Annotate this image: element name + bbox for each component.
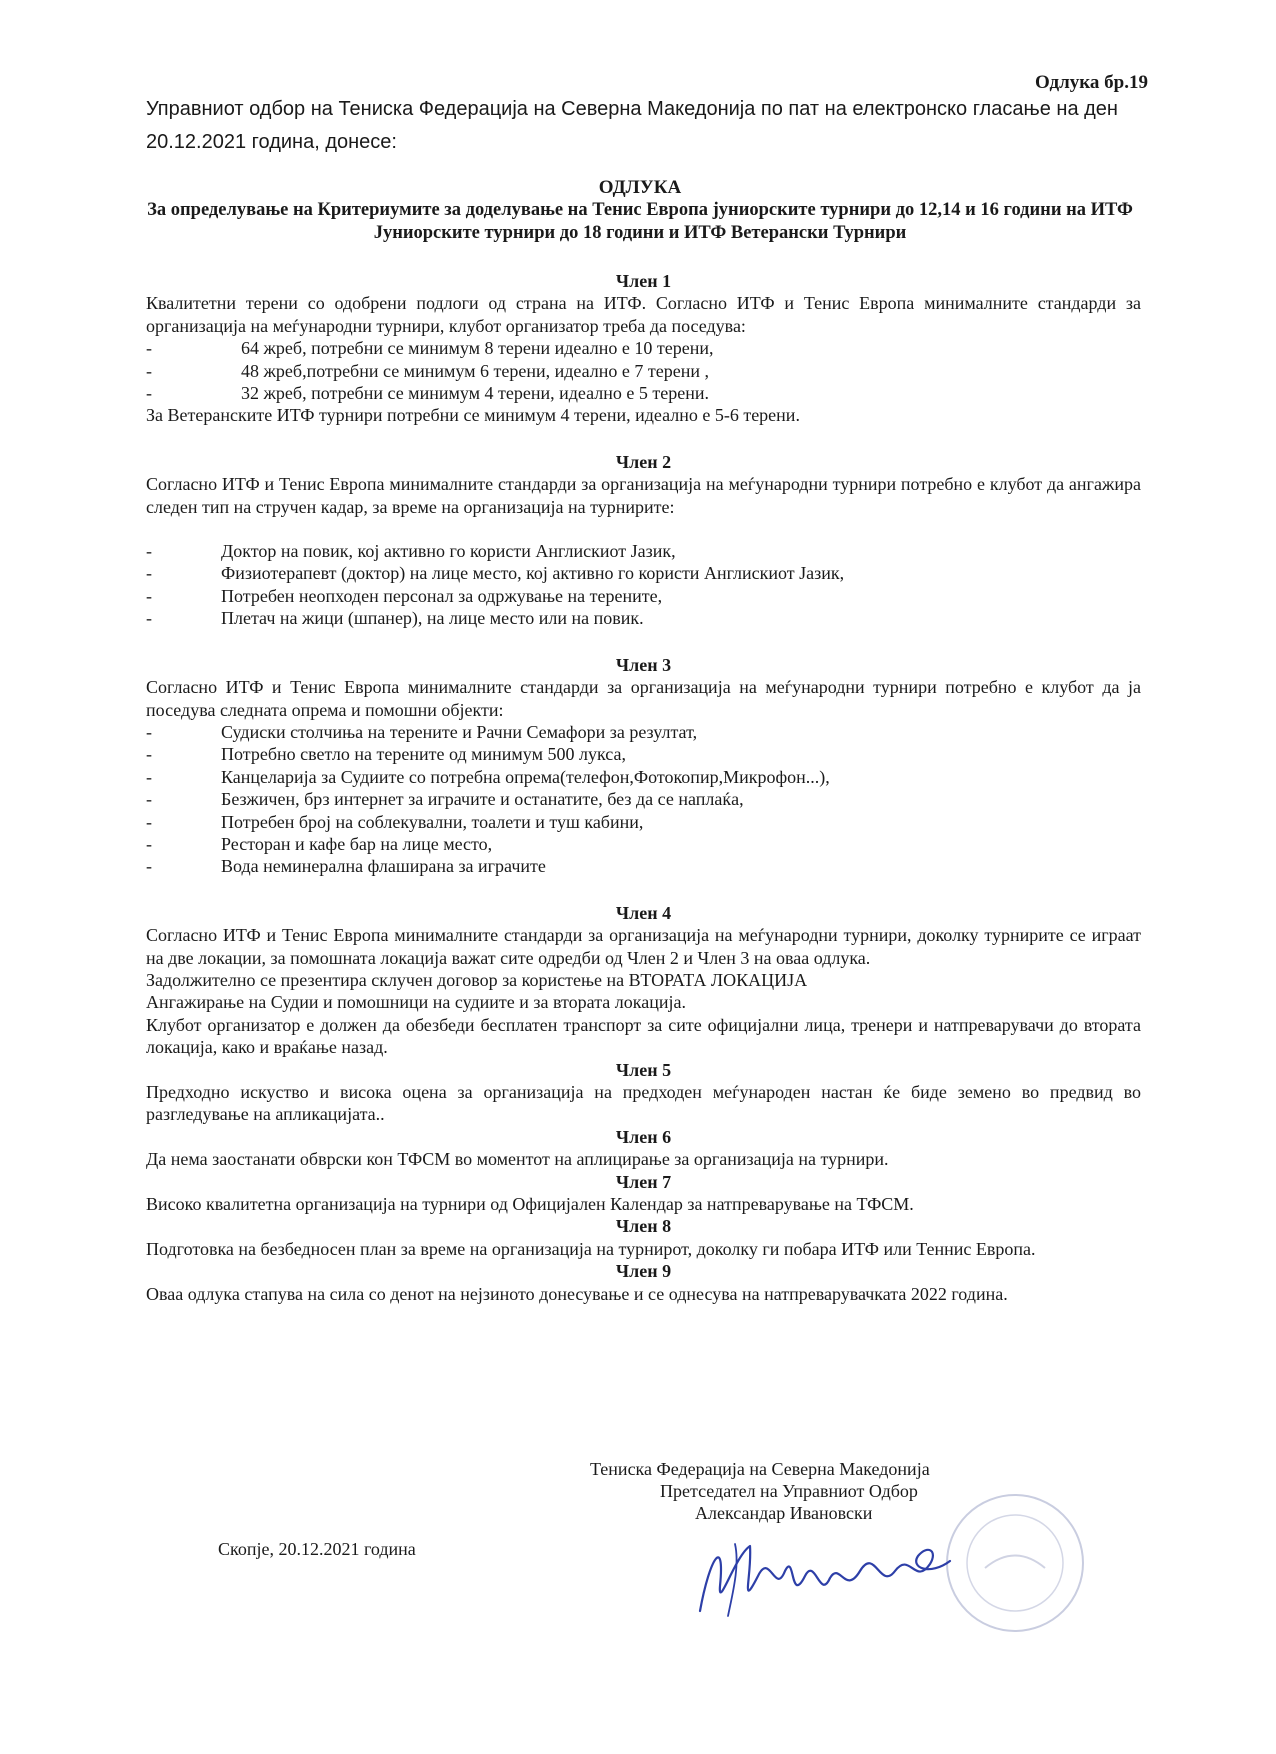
article-1-title: Член 1: [615, 271, 672, 291]
article-4-referees: Ангажирање на Судии и помошници на судиите и за втората локација.: [146, 992, 686, 1013]
list-item: - Безжичен, брз интернет за играчите и останатите, без да се наплаќа,: [146, 789, 744, 810]
document-heading: [140, 176, 1140, 245]
signatory-organization: Тениска Федерација на Северна Македонија: [590, 1459, 930, 1479]
document-body: [146, 270, 1141, 1305]
list-item: - Потребен број на соблекувални, тоалети и туш кабини,: [146, 811, 644, 832]
decision-number: Одлука бр.19: [1034, 72, 1148, 93]
list-item: - Ресторан и кафе бар на лице место,: [146, 833, 493, 854]
article-7-text: Високо квалитетна организација на турнири од Официјален Календар за натпреварување на ТФСМ.: [146, 1194, 914, 1215]
list-item: - Судиски столчиња на терените и Рачни Семафори за резултат,: [146, 721, 698, 742]
article-9-title: Член 9: [615, 1261, 672, 1282]
article-7-title: Член 7: [615, 1171, 672, 1192]
article-1-note: За Ветеранските ИТФ турнири потребни се минимум 4 терени, идеално е 5-6 терени.: [146, 405, 800, 426]
signatory-name: Александар Ивановски: [695, 1503, 873, 1523]
article-2-title: Член 2: [615, 451, 672, 472]
article-8-text: Подготовка на безбедносен план за време на организација на турнирот, доколку ги побара ИТФ или Теннис Европа.: [146, 1238, 1036, 1259]
list-item: - Доктор на повик, кој активно го користи Англискиот Јазик,: [146, 541, 676, 562]
article-3-title: Член 3: [615, 654, 672, 675]
list-item: - Вода неминерална флаширана за играчите: [146, 856, 546, 877]
place-and-date: Скопје, 20.12.2021 година: [218, 1539, 416, 1559]
article-4-title: Член 4: [615, 902, 672, 923]
document-title: ОДЛУКА: [598, 177, 682, 198]
signatory-role: Претседател на Управниот Одбор: [660, 1481, 918, 1501]
article-2-text: Согласно ИТФ и Тенис Европа минималните стандарди за организација на меѓународни турнири потребно е клубот да ангажира следен тип на стручен кадар, за време на организација на турнирите:: [146, 474, 1141, 517]
list-item: - Потребен неопходен персонал за одржување на терените,: [146, 585, 663, 606]
article-4-text: Согласно ИТФ и Тенис Европа минималните стандарди за организација на меѓународни турнири, доколку турнирите се играат на две локации, за помошната локација важат сите одредби од Член 2 и Член 3 на оваа одлука.: [146, 925, 1141, 968]
article-5-text: Предходно искуство и висока оцена за организација на предходен меѓународен настан ќе биде земено во предвид во разгледување на апликацијата..: [146, 1082, 1141, 1125]
article-5-title: Член 5: [615, 1059, 672, 1080]
list-item: - 48 жреб,потребни се минимум 6 терени, идеално е 7 терени ,: [146, 360, 709, 381]
article-3-text: Согласно ИТФ и Тенис Европа минималните стандарди за организација на меѓународни турнири потребно е клубот да ја поседува следната опрема и помошни објекти:: [146, 677, 1141, 720]
article-6-text: Да нема заостанати обврски кон ТФСМ во моментот на аплицирање за организација на турнири.: [146, 1149, 889, 1170]
list-item: - 32 жреб, потребни се минимум 4 терени, идеално е 5 терени.: [146, 383, 709, 404]
article-4-transport: Клубот организатор е должен да обезбеди бесплатен транспорт за сите официјални лица, тренери и натпреварувачи до втората локација, како и враќање назад.: [146, 1014, 1141, 1058]
article-9-text: Оваа одлука стапува на сила со денот на нејзиното донесување и се однесува на натпреварувачката 2022 година.: [146, 1283, 1008, 1304]
intro-paragraph: Управниот одбор на Тениска Федерација на Северна Македонија по пат на електронско гласање на ден 20.12.2021 година, донесе:: [146, 98, 1118, 153]
list-item: - Физиотерапевт (доктор) на лице место, кој активно го користи Англискиот Јазик,: [146, 563, 845, 584]
handwritten-signature: [680, 1516, 980, 1636]
article-1-text: Квалитетни терени со одобрени подлоги од страна на ИТФ. Согласно ИТФ и Тенис Европа минималните стандарди за организација на меѓународни турнири, клубот организатор треба да поседува:: [146, 293, 1141, 336]
list-item: - Канцеларија за Судиите со потребна опрема(телефон,Фотокопир,Микрофон...),: [146, 766, 830, 787]
article-4-contract: Задолжително се презентира склучен договор за користење на ВТОРАТА ЛОКАЦИЈА: [146, 969, 808, 990]
list-item: - Потребно светло на терените од минимум 500 лукса,: [146, 744, 626, 765]
article-6-title: Член 6: [615, 1126, 672, 1147]
list-item: - 64 жреб, потребни се минимум 8 терени идеално е 10 терени,: [146, 338, 714, 359]
list-item: - Плетач на жици (шпанер), на лице место или на повик.: [146, 608, 644, 629]
article-8-title: Член 8: [615, 1216, 672, 1237]
document-subtitle: За определување на Критериумите за доделување на Тенис Европа јуниорските турнири до 12,14 и 16 години на ИТФ Јуниорските турнири до 18 години и ИТФ Ветерански Турнири: [147, 200, 1133, 243]
